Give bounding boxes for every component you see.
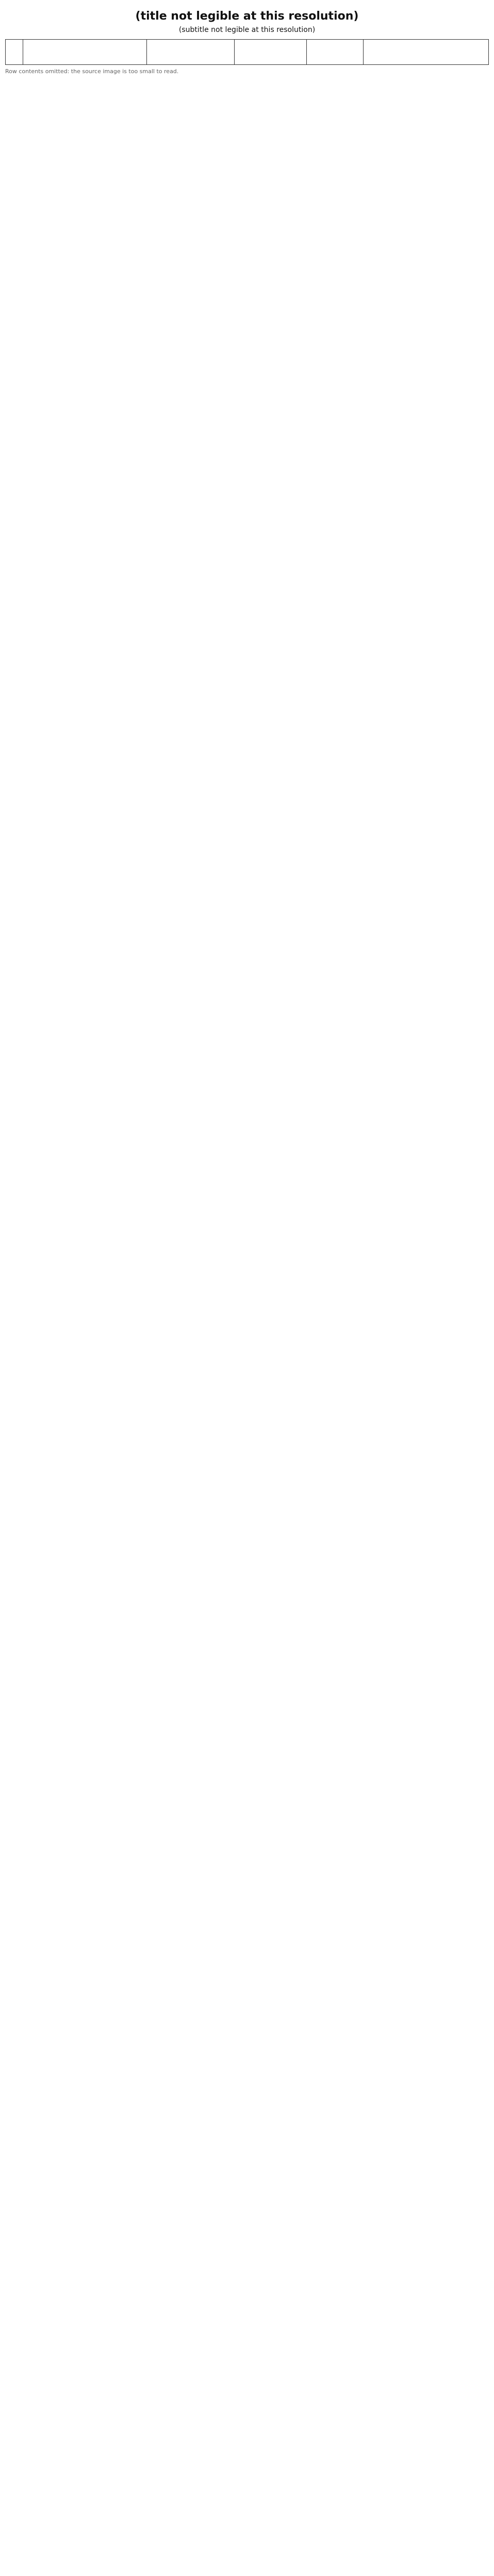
header-authority — [235, 40, 307, 65]
table-note: Row contents omitted: the source image is too small to read. — [5, 68, 179, 75]
header-document-number — [147, 40, 235, 65]
header-category — [307, 40, 364, 65]
header-index — [6, 40, 23, 65]
records-table — [5, 39, 489, 65]
document-title: (title not legible at this resolution) — [135, 10, 359, 23]
table-header-row — [6, 40, 489, 65]
header-action — [364, 40, 489, 65]
header-party — [23, 40, 147, 65]
document-subtitle: (subtitle not legible at this resolution) — [178, 26, 316, 34]
